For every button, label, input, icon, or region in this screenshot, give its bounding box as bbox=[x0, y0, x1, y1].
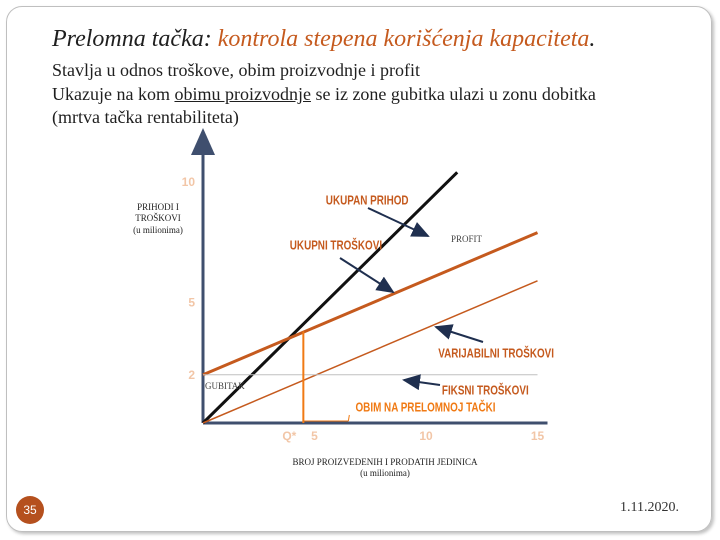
label-breakeven: OBIM NA PRELOMNOJ TAČKI bbox=[355, 401, 496, 416]
x-tick-label-5: 5 bbox=[311, 429, 318, 443]
y-tick-label-10: 10 bbox=[181, 175, 195, 189]
title-part2: kontrola stepena korišćenja kapaciteta bbox=[217, 26, 590, 52]
body-line-3: (mrtva tačka rentabiliteta) bbox=[52, 107, 239, 127]
y-label-line-2: TROŠKOVI bbox=[135, 213, 181, 223]
slide-number: 35 bbox=[16, 496, 44, 524]
breakeven-pointer bbox=[348, 415, 349, 421]
label-fixed: FIKSNI TROŠKOVI bbox=[441, 384, 529, 398]
x-breakeven-label: Q* bbox=[282, 429, 297, 443]
x-label-line-1: BROJ PROIZVEDENIH I PRODATIH JEDINICA bbox=[292, 457, 478, 467]
arrow-fixed bbox=[404, 380, 440, 385]
label-revenue: UKUPAN PRIHOD bbox=[325, 194, 409, 209]
x-tick-label-10: 10 bbox=[419, 429, 433, 443]
y-label-line-1: PRIHODI I bbox=[137, 202, 179, 212]
label-total-costs: UKUPNI TROŠKOVI bbox=[289, 239, 383, 253]
title-part1: Prelomna tačka bbox=[52, 26, 204, 52]
label-profit: PROFIT bbox=[451, 234, 483, 244]
y-tick-label-5: 5 bbox=[188, 295, 195, 310]
x-label-line-2: (u milionima) bbox=[360, 468, 410, 478]
slide-date: 1.11.2020. bbox=[620, 500, 679, 515]
body-line-2-pre: Ukazuje na kom bbox=[52, 84, 175, 104]
y-tick-label-2: 2 bbox=[188, 367, 195, 382]
label-variable: VARIJABILNI TROŠKOVI bbox=[438, 347, 555, 361]
title-end: . bbox=[589, 26, 596, 52]
title-colon: : bbox=[203, 26, 218, 52]
y-label-line-3: (u milionima) bbox=[133, 225, 183, 235]
x-tick-label-15: 15 bbox=[530, 429, 545, 443]
arrow-variable bbox=[436, 327, 483, 342]
body-line-2-post: se iz zone gubitka ulazi u zonu dobitka bbox=[310, 84, 596, 104]
body-line-1: Stavlja u odnos troškove, obim proizvodnje i profit bbox=[52, 60, 420, 80]
body-line-2-underlined: obimu proizvodnje bbox=[174, 84, 311, 104]
label-loss: GUBITAK bbox=[205, 381, 245, 391]
